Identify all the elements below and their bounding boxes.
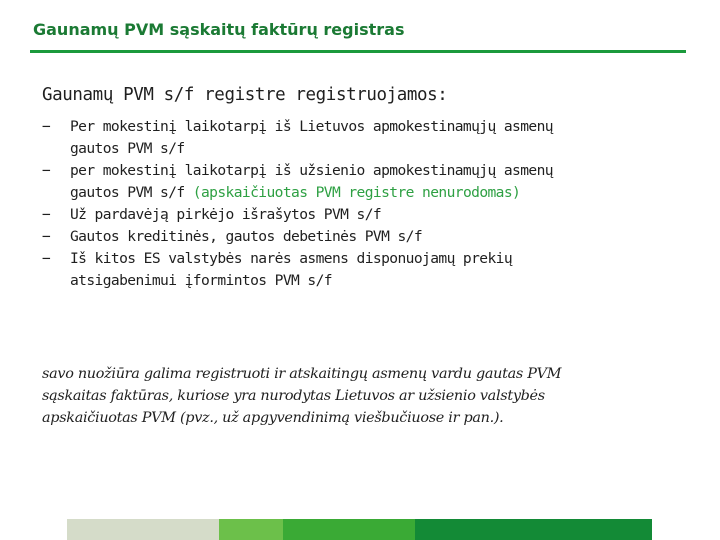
bullet-dash: −: [42, 206, 51, 223]
footer-bar-segment: [415, 519, 652, 540]
footer-bar-segment: [67, 519, 219, 540]
bullet-item: [42, 160, 682, 204]
bullet-line-with-note: [70, 182, 682, 204]
bullet-text: [70, 248, 682, 292]
bullet-line: per mokestinį laikotarpį iš užsienio apmokestinamųjų asmenų: [70, 162, 553, 179]
bullet-text: [70, 204, 682, 226]
bullet-line: Gautos kreditinės, gautos debetinės PVM s/f: [70, 228, 423, 245]
bullet-dash: −: [42, 250, 51, 267]
bullet-line: gautos PVM s/f: [70, 140, 185, 157]
footnote-line: apskaičiuotas PVM (pvz., už apgyvendinimą viešbučiuose ir pan.).: [42, 410, 504, 426]
bullet-dash: −: [42, 228, 51, 245]
bullet-dash: −: [42, 162, 51, 179]
bullet-item: [42, 204, 682, 226]
footnote-line: sąskaitas faktūras, kuriose yra nurodytas Lietuvos ar užsienio valstybės: [42, 388, 545, 404]
highlight-note: (apskaičiuotas PVM registre nenurodomas): [192, 184, 521, 201]
section-heading: Gaunamų PVM s/f registre registruojamos:: [42, 85, 448, 105]
bullet-line-main: gautos PVM s/f: [70, 184, 185, 201]
bullet-line: Už pardavėją pirkėjo išrašytos PVM s/f: [70, 206, 382, 223]
bullet-text: [70, 116, 682, 160]
bullet-item: [42, 226, 682, 248]
bullet-dash: −: [42, 118, 51, 135]
footer-bar-segment: [219, 519, 283, 540]
bullet-text: [70, 226, 682, 248]
bullet-list: [42, 116, 682, 292]
bullet-item: [42, 248, 682, 292]
footnote: [42, 363, 682, 429]
slide-title: Gaunamų PVM sąskaitų faktūrų registras: [33, 20, 405, 39]
bullet-line: Per mokestinį laikotarpį iš Lietuvos apmokestinamųjų asmenų: [70, 118, 553, 135]
footer-bar-segment: [283, 519, 415, 540]
bullet-line: atsigabenimui įformintos PVM s/f: [70, 272, 332, 289]
footnote-line: savo nuožiūra galima registruoti ir atskaitingų asmenų vardu gautas PVM: [42, 366, 562, 382]
bullet-text: [70, 160, 682, 204]
bullet-line: Iš kitos ES valstybės narės asmens disponuojamų prekių: [70, 250, 513, 267]
title-divider: [30, 50, 686, 53]
bullet-item: [42, 116, 682, 160]
